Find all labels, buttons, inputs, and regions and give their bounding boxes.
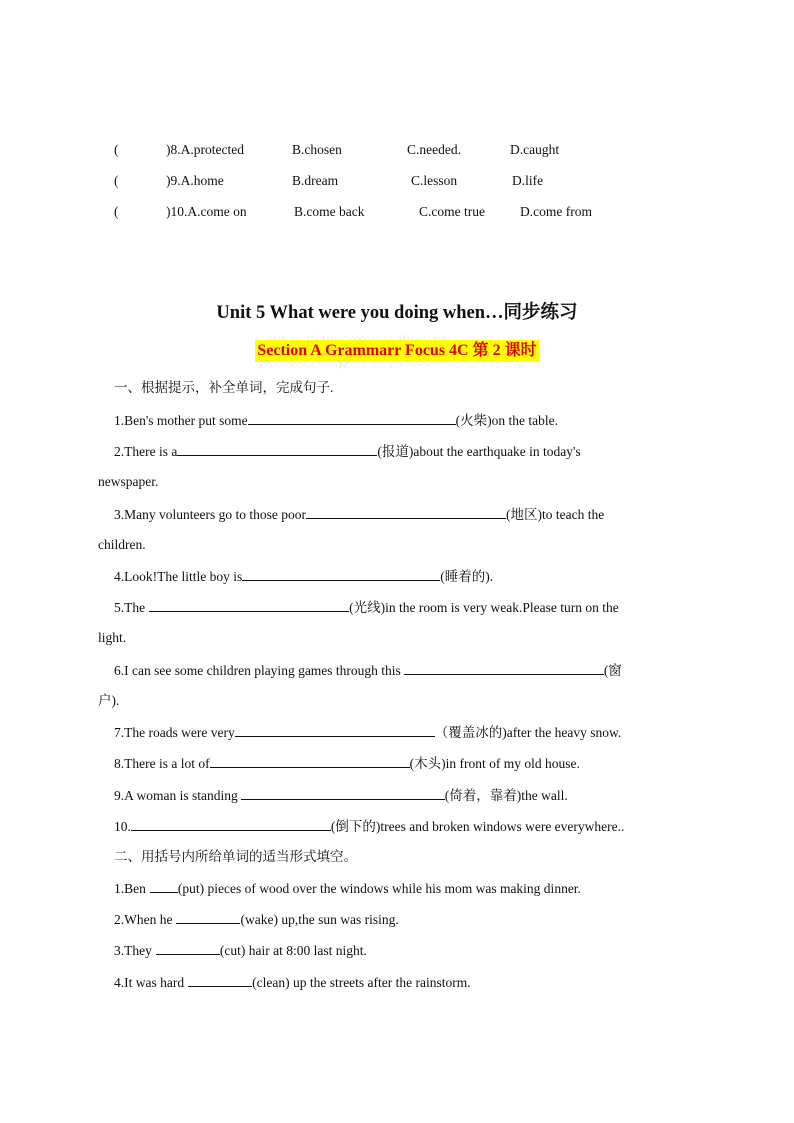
item-text: 4.Look!The little boy is — [114, 569, 243, 584]
item-hint: (put) pieces of wood over the windows while his mom was making dinner. — [177, 881, 581, 896]
subtitle-wrap — [0, 340, 794, 362]
item-text: 1.Ben's mother put some — [114, 413, 248, 428]
answer-blank[interactable] — [131, 817, 331, 831]
option-d: D.life — [512, 173, 544, 188]
option-c: C.come true — [419, 204, 485, 219]
item-hint: (倚着，靠着)the wall. — [444, 788, 568, 803]
answer-blank[interactable] — [235, 723, 435, 737]
item-text: 4.It was hard — [114, 975, 185, 990]
item-hint: (睡着的). — [440, 569, 494, 584]
item-hint: (报道)about the earthquake in today's — [377, 444, 581, 459]
question-option-a: )9.A.home — [166, 173, 224, 188]
section-heading: 一、根据提示，补全单词，完成句子. — [114, 380, 334, 395]
item-text: 3.Many volunteers go to those poor — [114, 507, 306, 522]
option-b: B.come back — [294, 204, 365, 219]
answer-blank[interactable] — [149, 598, 349, 612]
exercise-item — [114, 661, 622, 680]
exercise-item — [114, 817, 624, 836]
exercise-item — [114, 879, 581, 898]
item-text: 5.The — [114, 600, 146, 615]
answer-blank[interactable] — [150, 879, 178, 893]
exercise-item — [114, 910, 399, 929]
page-title: Unit 5 What were you doing when…同步练习 — [216, 303, 578, 323]
exercise-item — [114, 754, 580, 773]
answer-blank[interactable] — [188, 973, 252, 987]
item-hint: (火柴)on the table. — [455, 413, 559, 428]
answer-blank[interactable] — [248, 411, 456, 425]
exercise-item — [114, 505, 604, 524]
item-hint: (clean) up the streets after the rainstorm. — [252, 975, 471, 990]
item-continuation: 户). — [98, 693, 120, 708]
item-text: 1.Ben — [114, 881, 146, 896]
item-continuation: light. — [98, 630, 127, 645]
answer-blank[interactable] — [306, 505, 506, 519]
item-hint: (wake) up,the sun was rising. — [240, 912, 399, 927]
answer-blank[interactable] — [404, 661, 604, 675]
option-d: D.come from — [520, 204, 592, 219]
item-text: 10. — [114, 819, 131, 834]
answer-paren: ( — [114, 204, 119, 219]
section-heading: 二、用括号内所给单词的适当形式填空。 — [114, 849, 357, 864]
answer-blank[interactable] — [177, 442, 377, 456]
item-text: 9.A woman is standing — [114, 788, 238, 803]
item-hint: (窗 — [603, 663, 622, 678]
item-hint: (光线)in the room is very weak.Please turn on the — [349, 600, 619, 615]
answer-paren: ( — [114, 142, 119, 157]
item-text: 7.The roads were very — [114, 725, 235, 740]
exercise-item — [114, 598, 619, 617]
question-option-a: )8.A.protected — [166, 142, 244, 157]
answer-blank[interactable] — [210, 754, 410, 768]
exercise-item — [114, 723, 621, 742]
item-text: 3.They — [114, 943, 152, 958]
item-hint: (木头)in front of my old house. — [409, 756, 580, 771]
exercise-item — [114, 786, 568, 805]
answer-paren: ( — [114, 173, 119, 188]
exercise-item — [114, 973, 471, 992]
answer-blank[interactable] — [156, 941, 220, 955]
item-hint: （覆盖冰的)after the heavy snow. — [434, 725, 622, 740]
answer-blank[interactable] — [176, 910, 240, 924]
exercise-item — [114, 411, 558, 430]
page-subtitle: Section A Grammarr Focus 4C 第 2 课时 — [255, 340, 538, 362]
item-text: 2.When he — [114, 912, 173, 927]
exercise-item — [114, 941, 367, 960]
item-continuation: children. — [98, 537, 146, 552]
item-hint: (地区)to teach the — [505, 507, 605, 522]
exercise-item — [114, 567, 493, 586]
item-hint: (cut) hair at 8:00 last night. — [219, 943, 367, 958]
option-c: C.needed. — [407, 142, 461, 157]
item-hint: (倒下的)trees and broken windows were everywhere.. — [330, 819, 625, 834]
option-b: B.chosen — [292, 142, 342, 157]
option-b: B.dream — [292, 173, 339, 188]
item-continuation: newspaper. — [98, 474, 159, 489]
option-c: C.lesson — [411, 173, 458, 188]
item-text: 6.I can see some children playing games through this — [114, 663, 401, 678]
answer-blank[interactable] — [242, 567, 440, 581]
option-d: D.caught — [510, 142, 560, 157]
exercise-item — [114, 442, 581, 461]
item-text: 8.There is a lot of — [114, 756, 210, 771]
answer-blank[interactable] — [241, 786, 445, 800]
item-text: 2.There is a — [114, 444, 178, 459]
question-option-a: )10.A.come on — [166, 204, 247, 219]
